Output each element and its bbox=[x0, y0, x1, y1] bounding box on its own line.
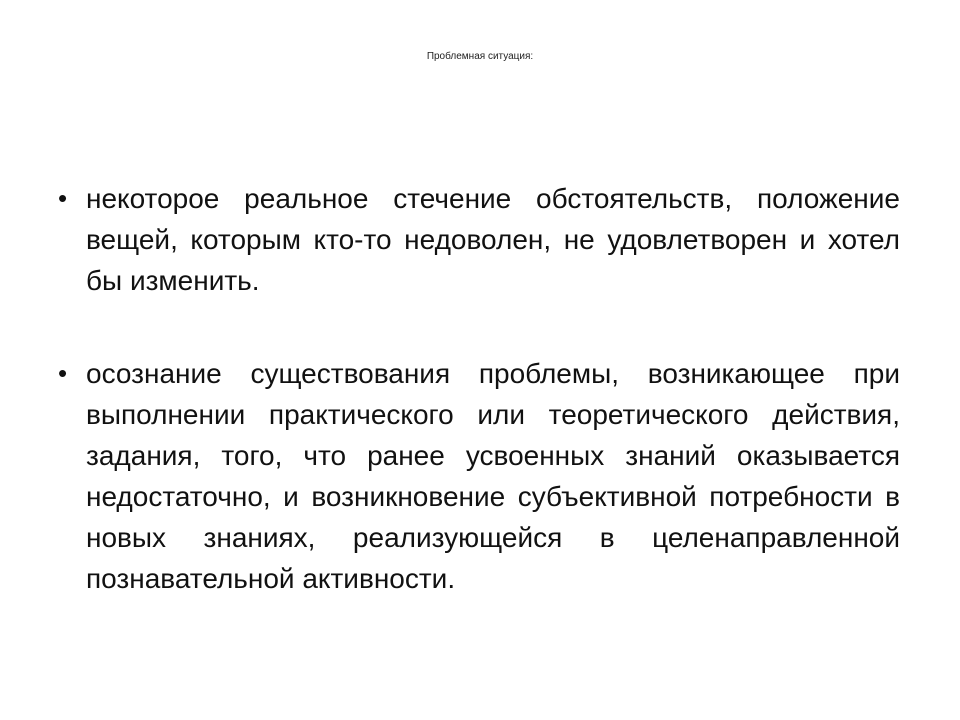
bullet-text-1: некоторое реальное стечение обстоятельств, положение вещей, которым кто-то недоволен, не удовлетворен и хотел бы изменить. bbox=[86, 183, 900, 296]
bullet-item-2 bbox=[58, 353, 900, 599]
bullet-text-2: осознание существования проблемы, возникающее при выполнении практического или теоретического действия, задания, того, что ранее усвоенных знаний оказывается недостаточно, и возникновение субъективной потребности в новых знаниях, реализующейся в целенаправленной познавательной активности. bbox=[86, 358, 900, 594]
slide-title: Проблемная ситуация: bbox=[426, 51, 534, 62]
bullet-dot-icon: • bbox=[58, 183, 68, 213]
bullet-item-1 bbox=[58, 178, 900, 301]
bullet-dot-icon: • bbox=[58, 358, 68, 388]
bullet-list bbox=[58, 178, 900, 599]
